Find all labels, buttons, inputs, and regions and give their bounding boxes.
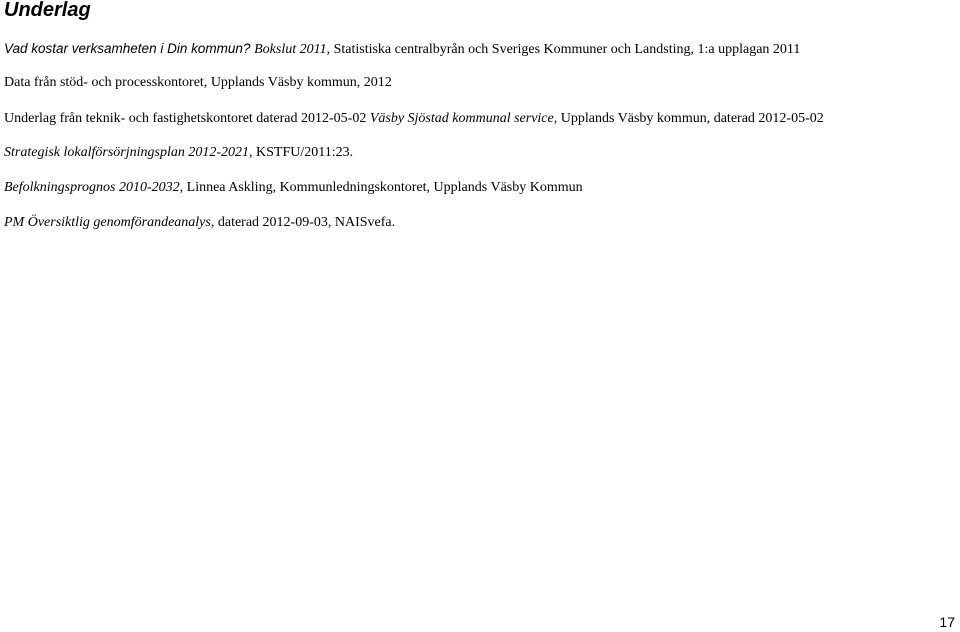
source-title: Vad kostar verksamheten i Din kommun? [4, 41, 255, 56]
source-details: , Statistiska centralbyrån och Sveriges Kommuner och Landsting, 1:a upplagan 2011 [326, 42, 801, 57]
source-entry-lokalforsorjning [4, 144, 353, 162]
section-heading: Underlag [4, 0, 91, 21]
page-number: 17 [939, 614, 955, 630]
source-title: Väsby Sjöstad kommunal service [369, 111, 554, 126]
source-entry-vad-kostar [4, 40, 800, 59]
source-entry-befolkningsprognos [4, 179, 583, 197]
source-details: , KSTFU/2011:23. [249, 145, 354, 160]
source-details: , Linnea Askling, Kommunledningskontoret, Upplands Väsby Kommun [179, 180, 583, 195]
source-details: , daterad 2012-09-03, NAISvefa. [210, 215, 396, 230]
source-title: Befolkningsprognos 2010-2032 [4, 180, 180, 195]
source-title: PM Översiktlig genomförandeanalys [4, 215, 211, 230]
source-details-cont: , Upplands Väsby kommun, daterad 2012-05-02 [553, 111, 824, 126]
source-details: Underlag från teknik- och fastighetskontoret daterad 2012-05-02 [4, 111, 370, 126]
source-title: Strategisk lokalförsörjningsplan 2012-2021 [4, 145, 249, 160]
source-details: Data från stöd- och processkontoret, Upplands Väsby kommun, 2012 [4, 75, 392, 90]
source-entry-data-stod [4, 74, 392, 92]
source-entry-teknik [4, 110, 824, 128]
source-title-cont: Bokslut 2011 [254, 42, 327, 57]
source-entry-pm [4, 214, 395, 232]
